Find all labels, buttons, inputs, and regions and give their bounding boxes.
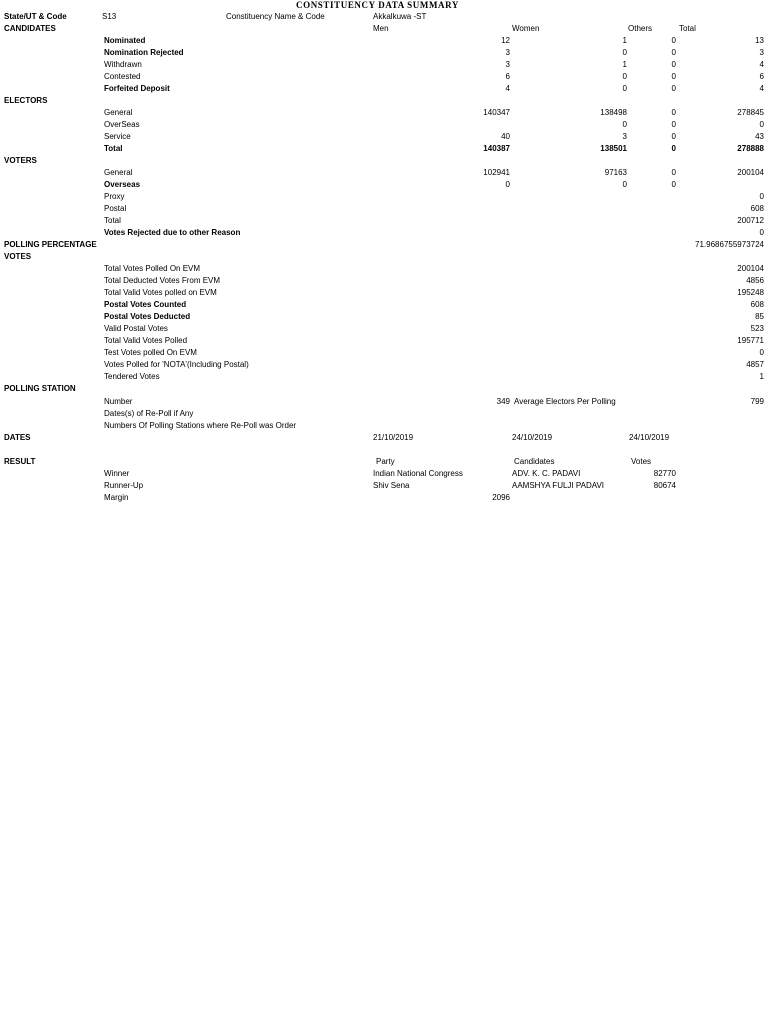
cell-others: 0: [671, 60, 676, 69]
row-label: Total Votes Polled On EVM: [104, 264, 201, 273]
cell-men: 140347: [483, 108, 510, 117]
cell-total: 278845: [737, 108, 764, 117]
cell-total: 13: [755, 36, 764, 45]
state-code: S13: [102, 12, 117, 21]
average-electors-label: Average Electors Per Polling: [514, 397, 616, 406]
cell-total: 608: [750, 300, 764, 309]
cell-men: 140387: [483, 144, 510, 153]
polling-station-number-value: 349: [496, 397, 510, 406]
runner-up-candidate: AAMSHYA FULJI PADAVI: [512, 481, 605, 490]
row-label: OverSeas: [104, 120, 140, 129]
row-label: Total: [104, 216, 121, 225]
polling-percentage-label: POLLING PERCENTAGE: [4, 240, 97, 249]
cell-others: 0: [671, 48, 676, 57]
cell-others: 0: [671, 144, 676, 153]
row-label: Votes Polled for 'NOTA'(Including Postal): [104, 360, 249, 369]
cell-total: 278888: [737, 144, 764, 153]
cell-total: 200712: [737, 216, 764, 225]
cell-men: 40: [501, 132, 510, 141]
column-header-women: Women: [512, 24, 540, 33]
cell-total: 0: [759, 192, 764, 201]
cell-women: 0: [622, 180, 627, 189]
repoll-dates-label: Dates(s) of Re-Poll if Any: [104, 409, 194, 418]
cell-women: 97163: [604, 168, 627, 177]
winner-party: Indian National Congress: [373, 469, 463, 478]
row-label: Test Votes polled On EVM: [104, 348, 197, 357]
row-label: Total Valid Votes polled on EVM: [104, 288, 217, 297]
row-label: Postal Votes Deducted: [104, 312, 191, 321]
cell-women: 138501: [600, 144, 627, 153]
cell-women: 1: [622, 36, 627, 45]
cell-others: 0: [671, 36, 676, 45]
cell-total: 0: [759, 120, 764, 129]
cell-women: 0: [622, 84, 627, 93]
cell-total: 0: [759, 348, 764, 357]
cell-total: 85: [755, 312, 764, 321]
winner-candidate: ADV. K. C. PADAVI: [512, 469, 581, 478]
cell-total: 195771: [737, 336, 764, 345]
margin-label: Margin: [104, 493, 129, 502]
row-label: Total Deducted Votes From EVM: [104, 276, 221, 285]
cell-total: 608: [750, 204, 764, 213]
page-title: CONSTITUENCY DATA SUMMARY: [296, 0, 460, 10]
runner-up-votes: 80674: [653, 481, 676, 490]
cell-women: 138498: [600, 108, 627, 117]
row-label: Total Valid Votes Polled: [104, 336, 188, 345]
section-polling-station: POLLING STATION: [4, 384, 76, 393]
cell-total: 4: [759, 84, 764, 93]
margin-value: 2096: [492, 493, 510, 502]
constituency-name: Akkalkuwa -ST: [373, 12, 427, 21]
constituency-label: Constituency Name & Code: [226, 12, 325, 21]
winner-votes: 82770: [653, 469, 676, 478]
row-label: General: [104, 108, 133, 117]
section-result: RESULT: [4, 457, 36, 466]
cell-women: 3: [622, 132, 627, 141]
cell-men: 12: [501, 36, 510, 45]
row-label: Withdrawn: [104, 60, 142, 69]
cell-total: 523: [750, 324, 764, 333]
cell-others: 0: [671, 180, 676, 189]
row-label: Proxy: [104, 192, 125, 201]
section-electors: ELECTORS: [4, 96, 48, 105]
row-label: Service: [104, 132, 131, 141]
cell-men: 3: [505, 60, 510, 69]
cell-total: 0: [759, 228, 764, 237]
cell-others: 0: [671, 168, 676, 177]
cell-total: 200104: [737, 168, 764, 177]
cell-others: 0: [671, 120, 676, 129]
result-candidates-header: Candidates: [514, 457, 555, 466]
runner-up-label: Runner-Up: [104, 481, 144, 490]
section-votes: VOTES: [4, 252, 32, 261]
row-label: Valid Postal Votes: [104, 324, 168, 333]
row-label: Postal Votes Counted: [104, 300, 187, 309]
cell-men: 6: [505, 72, 510, 81]
cell-women: 0: [622, 120, 627, 129]
average-electors-value: 799: [750, 397, 764, 406]
date-declaration: 24/10/2019: [629, 433, 670, 442]
cell-others: 0: [671, 132, 676, 141]
row-label: Total: [104, 144, 123, 153]
section-voters: VOTERS: [4, 156, 37, 165]
cell-total: 3: [759, 48, 764, 57]
column-header-men: Men: [373, 24, 389, 33]
row-label: General: [104, 168, 133, 177]
cell-men: 0: [505, 180, 510, 189]
section-candidates: CANDIDATES: [4, 24, 56, 33]
cell-total: 1: [759, 372, 764, 381]
cell-men: 3: [505, 48, 510, 57]
row-label: Postal: [104, 204, 127, 213]
column-header-total: Total: [679, 24, 696, 33]
row-label: Overseas: [104, 180, 141, 189]
cell-men: 4: [505, 84, 510, 93]
cell-women: 0: [622, 72, 627, 81]
date-poll: 21/10/2019: [373, 433, 414, 442]
cell-women: 1: [622, 60, 627, 69]
cell-total: 6: [759, 72, 764, 81]
section-dates: DATES: [4, 433, 31, 442]
winner-label: Winner: [104, 469, 130, 478]
cell-total: 4856: [746, 276, 764, 285]
row-label: Votes Rejected due to other Reason: [104, 228, 241, 237]
cell-men: 102941: [483, 168, 510, 177]
date-counting: 24/10/2019: [512, 433, 553, 442]
result-party-header: Party: [376, 457, 395, 466]
cell-total: 195248: [737, 288, 764, 297]
cell-total: 200104: [737, 264, 764, 273]
row-label: Contested: [104, 72, 141, 81]
state-label: State/UT & Code: [4, 12, 67, 21]
row-label: Nominated: [104, 36, 146, 45]
polling-station-number-label: Number: [104, 397, 133, 406]
row-label: Tendered Votes: [104, 372, 160, 381]
cell-total: 43: [755, 132, 764, 141]
repoll-stations-label: Numbers Of Polling Stations where Re-Poll was Order: [104, 421, 297, 430]
row-label: Forfeited Deposit: [104, 84, 170, 93]
cell-total: 4: [759, 60, 764, 69]
polling-percentage-value: 71.9686755973724: [695, 240, 764, 249]
column-header-others: Others: [628, 24, 653, 33]
cell-women: 0: [622, 48, 627, 57]
cell-others: 0: [671, 72, 676, 81]
cell-others: 0: [671, 108, 676, 117]
row-label: Nomination Rejected: [104, 48, 184, 57]
runner-up-party: Shiv Sena: [373, 481, 410, 490]
cell-others: 0: [671, 84, 676, 93]
cell-total: 4857: [746, 360, 764, 369]
result-votes-header: Votes: [631, 457, 652, 466]
